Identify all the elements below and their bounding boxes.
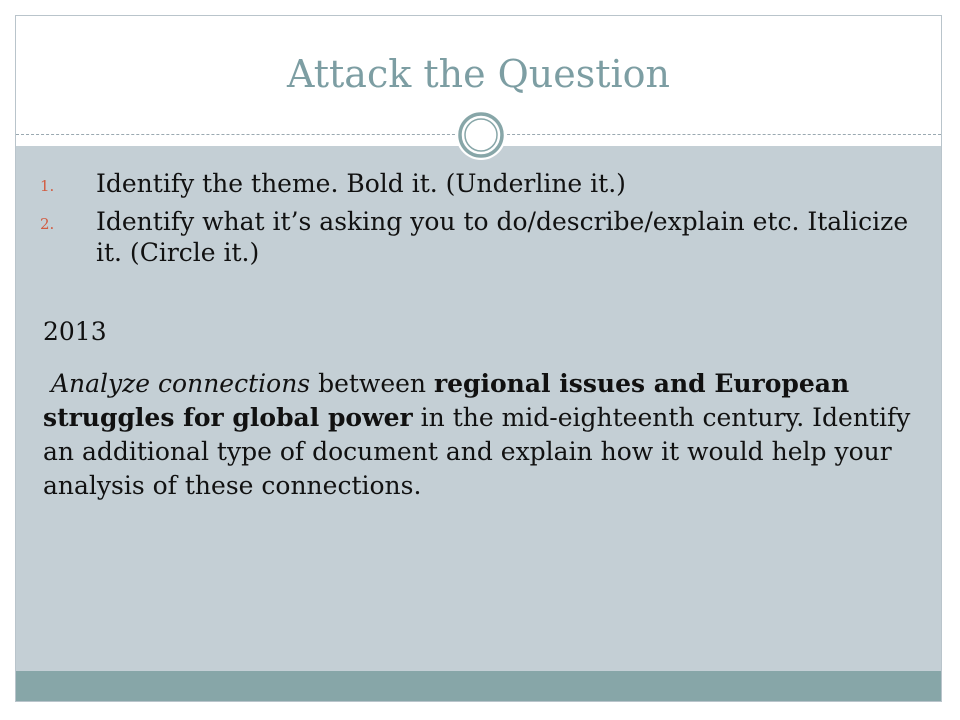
list-number: 2. <box>40 215 55 233</box>
prompt-bold-text: regional issues and European struggles for global power <box>43 369 850 432</box>
essay-prompt <box>43 367 923 503</box>
steps-list <box>40 168 920 275</box>
slide-title: Attack the Question <box>286 52 671 96</box>
list-item <box>40 206 920 268</box>
prompt-plain-text-2: in the mid-eighteenth century. Identify an additional type of document and explain how it would help your analysis of these connections. <box>43 403 911 500</box>
footer-bar <box>16 671 941 702</box>
list-item-text: Identify the theme. Bold it. (Underline it.) <box>96 169 626 198</box>
list-item <box>40 168 920 199</box>
slide <box>15 15 942 702</box>
list-item-text: Identify what it’s asking you to do/describe/explain etc. Italicize it. (Circle it.) <box>96 207 909 267</box>
list-number: 1. <box>40 177 55 195</box>
double-circle-ornament-icon <box>454 108 508 162</box>
year-label: 2013 <box>43 317 107 346</box>
prompt-italic-text: Analyze connections <box>50 369 311 398</box>
prompt-plain-text-1: between <box>310 369 434 398</box>
